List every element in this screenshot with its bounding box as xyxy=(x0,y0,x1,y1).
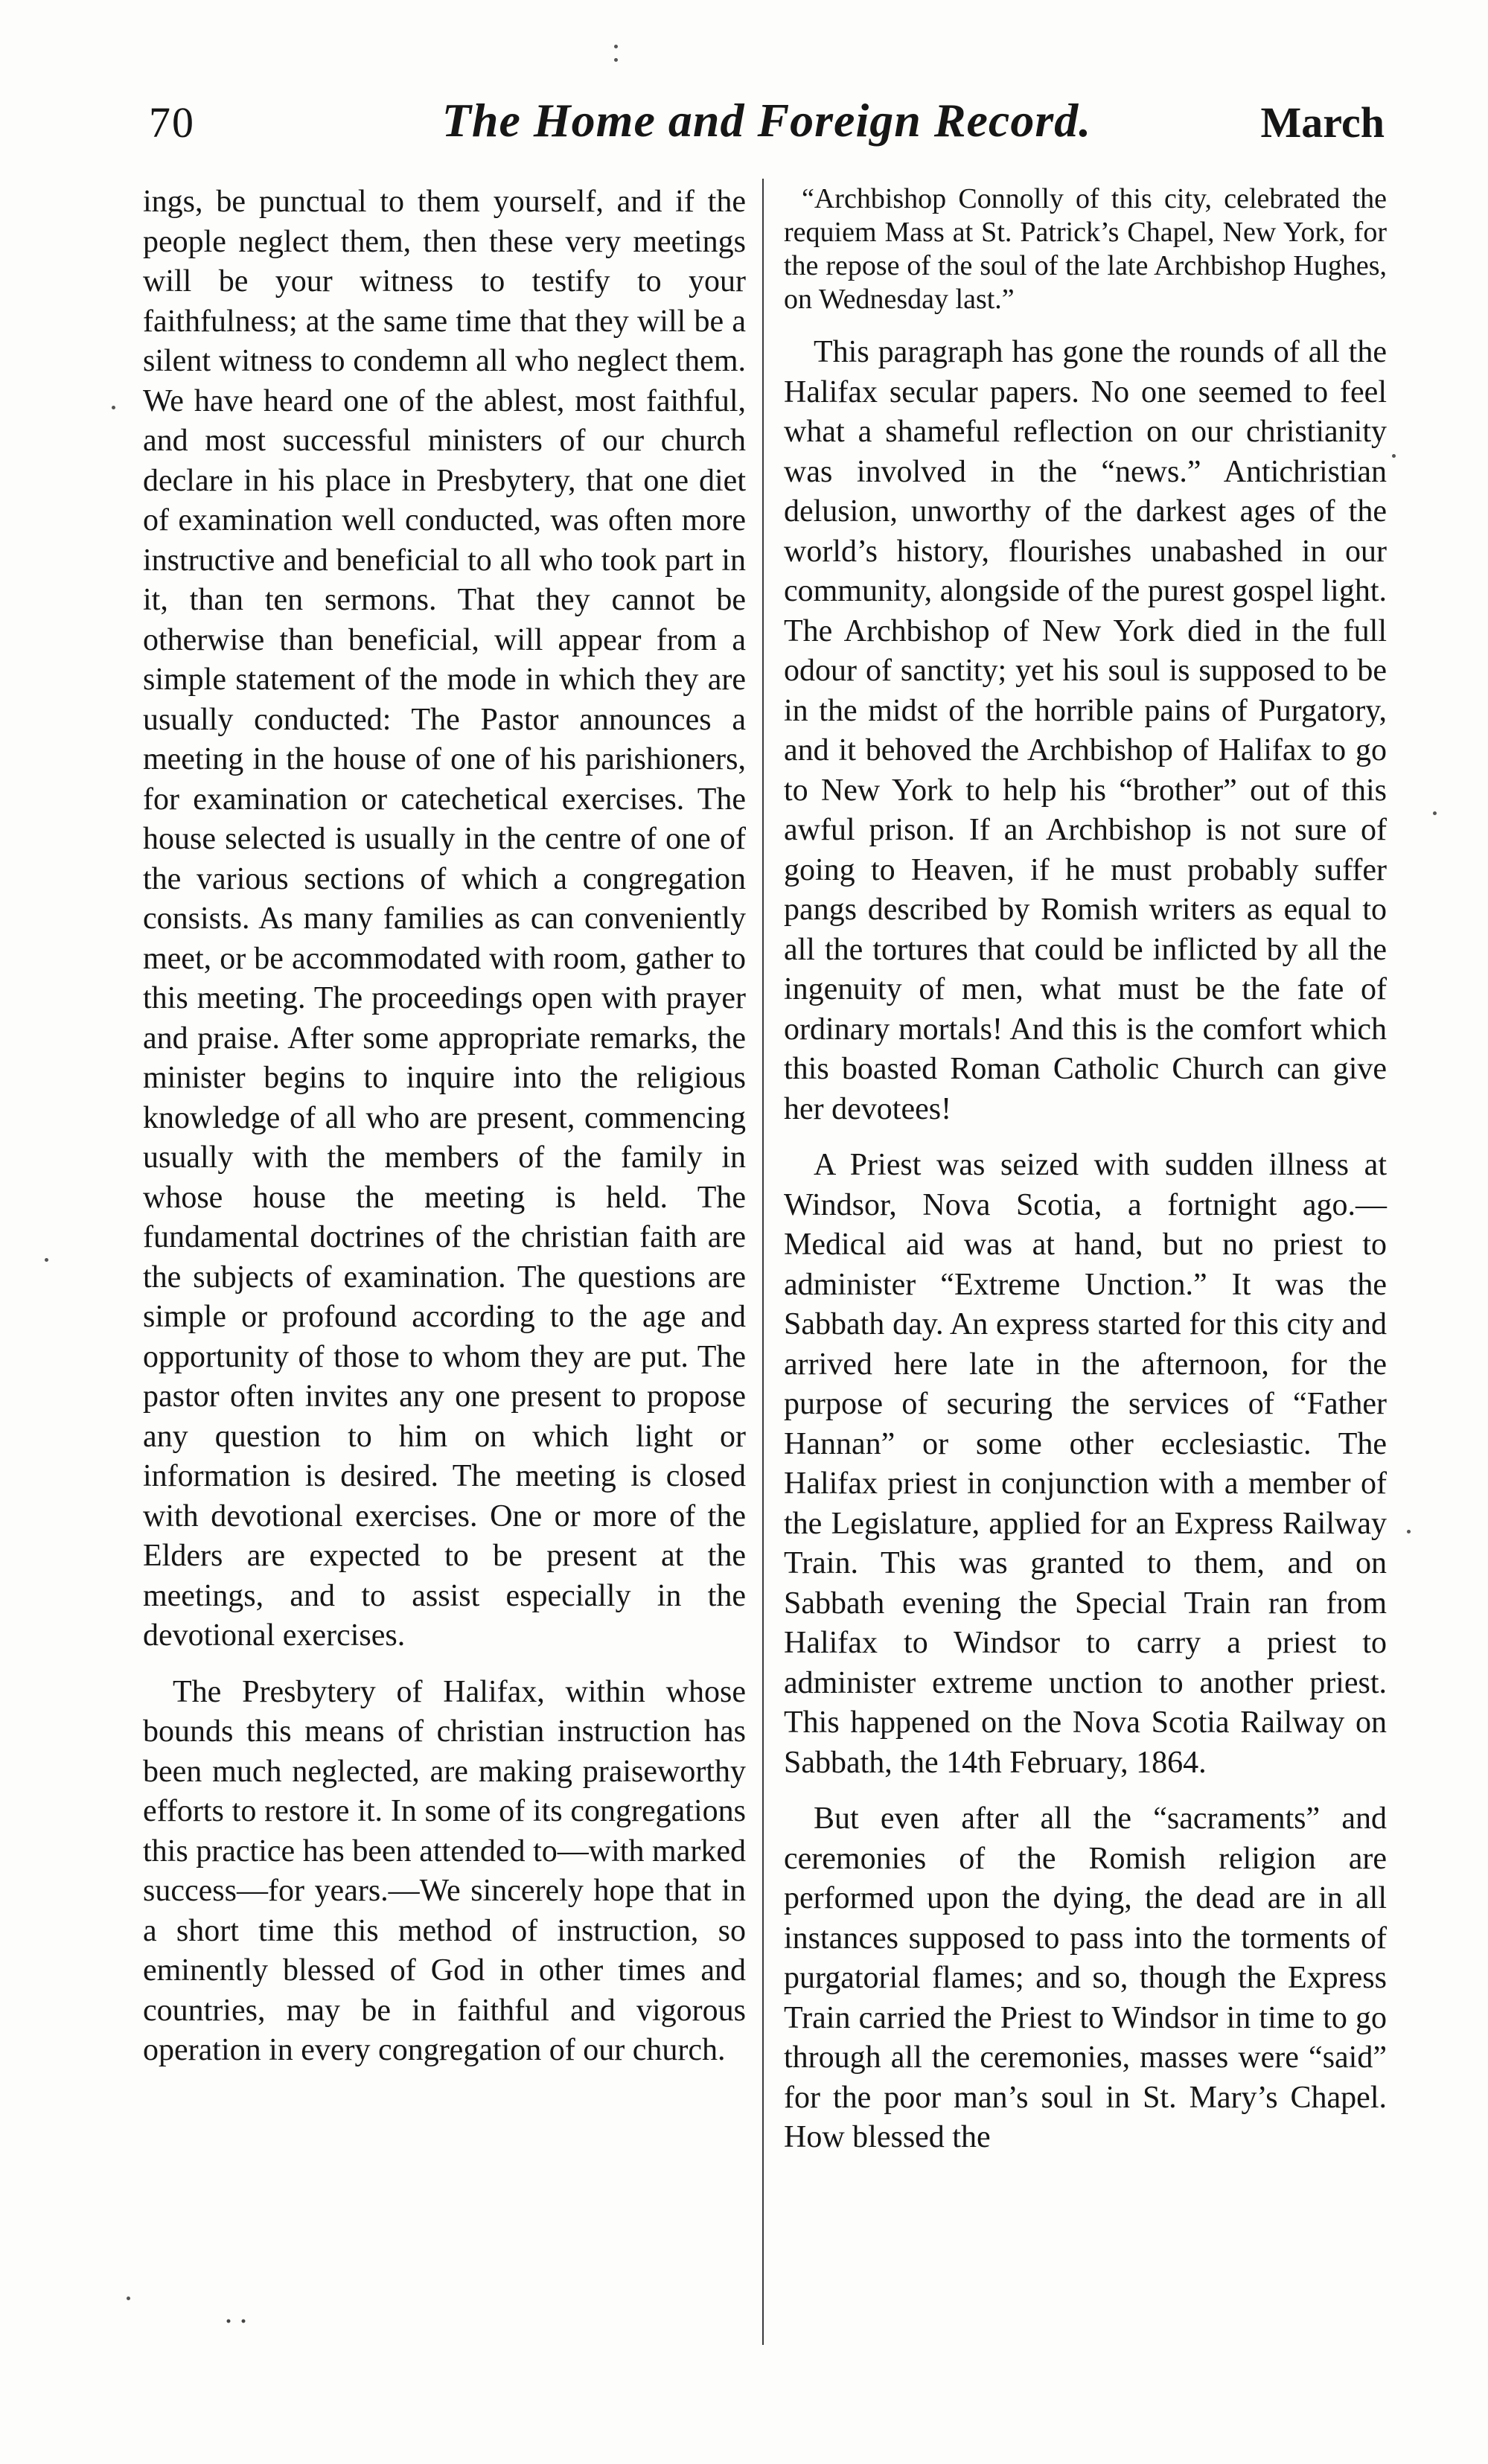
scan-speck xyxy=(127,2297,130,2300)
right-quote-paragraph: “Archbishop Connolly of this city, celebrated the requiem Mass at St. Patrick’s Chapel, New York, for the repose of the soul of the late Archbishop Hughes, on Wednesday last.” xyxy=(784,183,1387,315)
scan-speck xyxy=(1433,811,1437,815)
right-paragraph-3: But even after all the “sacraments” and ceremonies of the Romish religion are performed upon the dying, the dead are in all instances supposed to pass into the torments of purgatorial flames; and so, though the Express Train carried the Priest to Windsor in time to go through all the ceremonies, masses were “said” for the poor man’s soul in St. Mary’s Chapel. How blessed the xyxy=(784,1801,1387,2154)
right-column xyxy=(784,182,1387,2174)
running-title: The Home and Foreign Record. xyxy=(441,94,1092,147)
left-paragraph-1: ings, be punctual to them yourself, and if the people neglect them, then these very meetings will be your witness to testify to your faithfulness; at the same time that they will be a silent witness to condemn all who neglect them. We have heard one of the ablest, most faithful, and most successful ministers of our church declare in his place in Presbytery, that one diet of examination well conducted, was often more instructive and beneficial to all who took part in it, than ten sermons. That they cannot be otherwise than beneficial, will appear from a simple statement of the mode in which they are usually conducted: The Pastor announces a meeting in the house of one of his parishioners, for examination or catechetical exercises. The house selected is usually in the centre of one of the various sections of which a congregation consists. As many families as can conveniently meet, or be accommodated with room, gather to this meeting. The proceedings open with prayer and praise. After some appropriate remarks, the minister begins to inquire into the religious knowledge of all who are present, commencing usually with the members of the family in whose house the meeting is held. The fundamental doctrines of the christian faith are the subjects of examination. The questions are simple or profound according to the age and opportunity of those to whom they are put. The pastor often invites any one present to propose any question to him on which light or information is desired. The meeting is closed with devotional exercises. One or more of the Elders are expected to be present at the meetings, and to assist especially in the devotional exercises. xyxy=(143,185,746,1653)
page-header xyxy=(149,93,1385,175)
page-number: 70 xyxy=(149,98,195,147)
left-column xyxy=(143,182,746,2087)
left-paragraph-2: The Presbytery of Halifax, within whose bounds this means of christian instruction has been much neglected, are making praiseworthy efforts to restore it. In some of its congregations this practice has been attended to—with marked success—for years.—We sincerely hope that in a short time this method of instruction, so eminently blessed of God in other times and countries, may be in faithful and vigorous operation in every congregation of our church. xyxy=(143,1674,746,2067)
right-paragraph-2: A Priest was seized with sudden illness at Windsor, Nova Scotia, a fortnight ago.—Medical aid was at hand, but no priest to administer “Extreme Unction.” It was the Sabbath day. An express started for this city and arrived here late in the afternoon, for the purpose of securing the services of “Father Hannan” or some other ecclesiastic. The Halifax priest in conjunction with a member of the Legislature, applied for an Express Railway Train. This was granted to them, and on Sabbath evening the Special Train ran from Halifax to Windsor to carry a priest to administer extreme unction to another priest. This happened on the Nova Scotia Railway on Sabbath, the 14th February, 1864. xyxy=(784,1148,1387,1780)
scan-specks-end: ·· xyxy=(223,2305,253,2339)
month-label: March xyxy=(1260,98,1385,147)
scan-speck xyxy=(614,45,618,48)
scan-speck xyxy=(112,406,115,409)
scan-speck xyxy=(614,58,618,62)
column-divider xyxy=(762,179,764,2345)
scan-speck xyxy=(1392,454,1396,458)
scan-speck xyxy=(45,1258,48,1262)
scan-speck xyxy=(1407,1530,1411,1533)
right-paragraph-1: This paragraph has gone the rounds of all the Halifax secular papers. No one seemed to feel what a shameful reflection on our christianity was involved in the “news.” Antichristian delusion, unworthy of the darkest ages of the world’s history, flourishes unabashed in our community, alongside of the purest gospel light. The Archbishop of New York died in the full odour of sanctity; yet his soul is supposed to be in the midst of the horrible pains of Purgatory, and it behoved the Archbishop of Halifax to go to New York to help his “brother” out of this awful prison. If an Archbishop is not sure of going to Heaven, if he must probably suffer pangs described by Romish writers as equal to all the tortures that could be inflicted by all the ingenuity of men, what must be the fate of ordinary mortals! And this is the comfort which this boasted Roman Catholic Church can give her devotees! xyxy=(784,335,1387,1126)
